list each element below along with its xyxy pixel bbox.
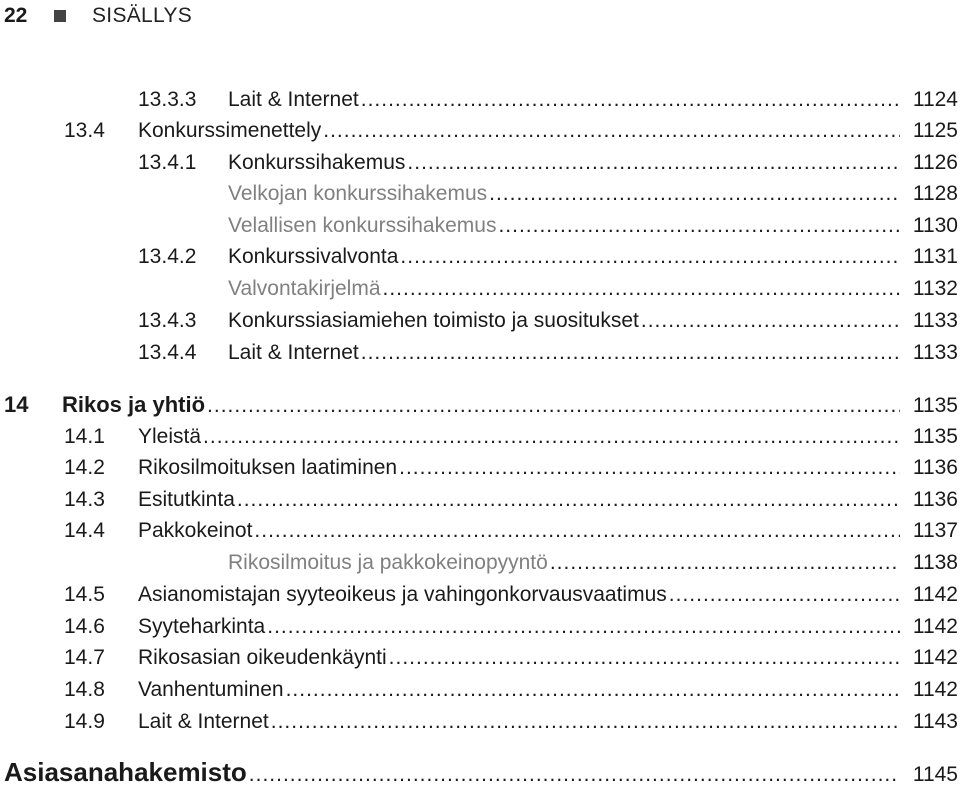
page-header	[0, 0, 960, 34]
toc-entry-number: 13.4.1	[138, 151, 197, 174]
dot-leader	[407, 147, 900, 179]
toc-entry-page-number: 1142	[912, 646, 958, 669]
toc-entry-line	[228, 547, 960, 579]
toc-entry-title: Asianomistajan syyteoikeus ja vahingonkorvausvaatimus	[138, 583, 667, 606]
toc-entry[interactable]	[0, 178, 960, 210]
toc-entry-line	[138, 115, 960, 147]
toc-entry-page-number: 1142	[912, 583, 958, 606]
toc-entry-page-number: 1133	[912, 309, 958, 332]
toc-entry-line	[138, 452, 960, 484]
toc-entry-number: 13.3.3	[138, 88, 197, 111]
toc-entry-title: Velallisen konkurssihakemus	[228, 214, 497, 237]
toc-entry-number: 13.4	[64, 119, 105, 142]
toc-entry[interactable]	[0, 515, 960, 547]
toc-entry[interactable]	[0, 421, 960, 453]
toc-entry-page-number: 1126	[912, 151, 958, 174]
toc-entry-title: Rikosilmoitus ja pakkokeinopyyntö	[228, 551, 548, 574]
toc-entry-line	[228, 305, 960, 337]
toc-entry[interactable]	[0, 674, 960, 706]
toc-entry[interactable]	[0, 547, 960, 579]
dot-leader	[249, 759, 900, 791]
toc-entry[interactable]	[0, 147, 960, 179]
toc-entry-page-number: 1124	[912, 88, 958, 111]
toc-entry-number: 14.4	[64, 519, 105, 542]
toc-entry[interactable]	[0, 210, 960, 242]
toc-entry[interactable]	[0, 305, 960, 337]
dot-leader	[361, 84, 900, 116]
dot-leader	[286, 674, 900, 706]
toc-entry[interactable]	[0, 337, 960, 369]
toc-entry-title: Yleistä	[138, 425, 202, 448]
dot-leader	[207, 390, 900, 422]
toc-entry-title: Rikosasian oikeudenkäynti	[138, 646, 387, 669]
toc-entry-line	[138, 421, 960, 453]
dot-leader	[271, 706, 900, 738]
dot-leader	[323, 115, 900, 147]
dot-leader	[399, 452, 900, 484]
toc-entry-line	[228, 210, 960, 242]
toc-entry-title: Rikos ja yhtiö	[62, 392, 206, 417]
square-bullet-icon	[54, 10, 66, 22]
toc-entry-number: 13.4.3	[138, 309, 197, 332]
toc-entry-page-number: 1138	[912, 551, 958, 574]
toc-chapter-entry[interactable]	[0, 389, 960, 421]
toc-entry-title: Pakkokeinot	[138, 519, 253, 542]
toc-entry-page-number: 1142	[912, 678, 958, 701]
toc-entry-line	[138, 706, 960, 738]
toc-index-entry[interactable]	[0, 756, 960, 788]
dot-leader	[237, 484, 900, 516]
toc-entry-number: 14.8	[64, 678, 105, 701]
toc-entry-page-number: 1136	[912, 456, 958, 479]
dot-leader	[267, 611, 900, 643]
toc-entry-page-number: 1133	[912, 341, 958, 364]
dot-leader	[550, 547, 900, 579]
dot-leader	[203, 421, 900, 453]
toc-entry-line	[228, 241, 960, 273]
toc-entry-line	[138, 611, 960, 643]
toc-entry-title: Esitutkinta	[138, 488, 235, 511]
toc-entry-title: Vanhentuminen	[138, 678, 284, 701]
toc-entry-line	[138, 674, 960, 706]
toc-entry-title: Asiasanahakemisto	[4, 757, 247, 787]
toc-entry-page-number: 1137	[912, 519, 958, 542]
toc-entry[interactable]	[0, 642, 960, 674]
toc-entry-page-number: 1135	[912, 394, 958, 417]
dot-leader	[489, 178, 900, 210]
toc-entry-line	[228, 273, 960, 305]
toc-entry-title: Rikosilmoituksen laatiminen	[138, 456, 398, 479]
toc-entry-number: 14.7	[64, 646, 105, 669]
toc-entry-number: 14.9	[64, 710, 105, 733]
toc-entry-line	[62, 389, 960, 422]
toc-entry-line	[228, 147, 960, 179]
dot-leader	[669, 579, 900, 611]
toc-entry-page-number: 1132	[912, 277, 958, 300]
dot-leader	[254, 515, 900, 547]
toc-entry-page-number: 1128	[912, 182, 958, 205]
dot-leader	[400, 241, 900, 273]
toc-entry-page-number: 1130	[912, 214, 958, 237]
toc-entry[interactable]	[0, 273, 960, 305]
toc-entry-page-number: 1131	[912, 245, 958, 268]
toc-entry-title: Konkurssivalvonta	[228, 245, 399, 268]
toc-entry-page-number: 1136	[912, 488, 958, 511]
toc-entry[interactable]	[0, 484, 960, 516]
toc-entry-number: 14.6	[64, 615, 105, 638]
dot-leader	[383, 273, 900, 305]
toc-entry-title: Syyteharkinta	[138, 615, 266, 638]
dot-leader	[389, 642, 900, 674]
toc-entry-title: Lait & Internet	[228, 341, 359, 364]
toc-entry-title: Valvontakirjelmä	[228, 277, 381, 300]
toc-entry-line	[138, 515, 960, 547]
toc-entry[interactable]	[0, 241, 960, 273]
dot-leader	[361, 337, 900, 369]
toc-entry[interactable]	[0, 611, 960, 643]
toc-entry-title: Konkurssiasiamiehen toimisto ja suositukset	[228, 309, 639, 332]
toc-entry-line	[138, 579, 960, 611]
toc-entry-line	[228, 337, 960, 369]
toc-entry-number: 13.4.4	[138, 341, 197, 364]
toc-entry-number: 13.4.2	[138, 245, 197, 268]
toc-entry-title: Lait & Internet	[228, 88, 359, 111]
page-number: 22	[4, 4, 28, 27]
toc-entry-line	[138, 484, 960, 516]
toc-entry[interactable]	[0, 452, 960, 484]
toc-entry-line	[228, 178, 960, 210]
running-header-title: SISÄLLYS	[92, 4, 193, 27]
toc-entry-number: 14.3	[64, 488, 105, 511]
toc-entry-title: Velkojan konkurssihakemus	[228, 182, 488, 205]
toc-entry-title: Konkurssimenettely	[138, 119, 322, 142]
toc-entry[interactable]	[0, 84, 960, 116]
toc-entry-page-number: 1142	[912, 615, 958, 638]
dot-leader	[641, 305, 900, 337]
toc-entry-page-number: 1125	[912, 119, 958, 142]
toc-entry-number: 14.2	[64, 456, 105, 479]
toc-entry[interactable]	[0, 579, 960, 611]
toc-entry[interactable]	[0, 706, 960, 738]
toc-entry-title: Konkurssihakemus	[228, 151, 406, 174]
toc-entry-line	[138, 642, 960, 674]
toc-entry-page-number: 1143	[912, 710, 958, 733]
toc-entry-title: Lait & Internet	[138, 710, 269, 733]
toc-entry[interactable]	[0, 115, 960, 147]
toc-entry-number: 14.1	[64, 425, 105, 448]
toc-entry-page-number: 1135	[912, 425, 958, 448]
toc-entry-page-number: 1145	[912, 763, 958, 786]
toc-entry-line	[228, 84, 960, 116]
dot-leader	[498, 210, 900, 242]
toc-entry-number: 14	[4, 392, 29, 417]
toc-entry-number: 14.5	[64, 583, 105, 606]
